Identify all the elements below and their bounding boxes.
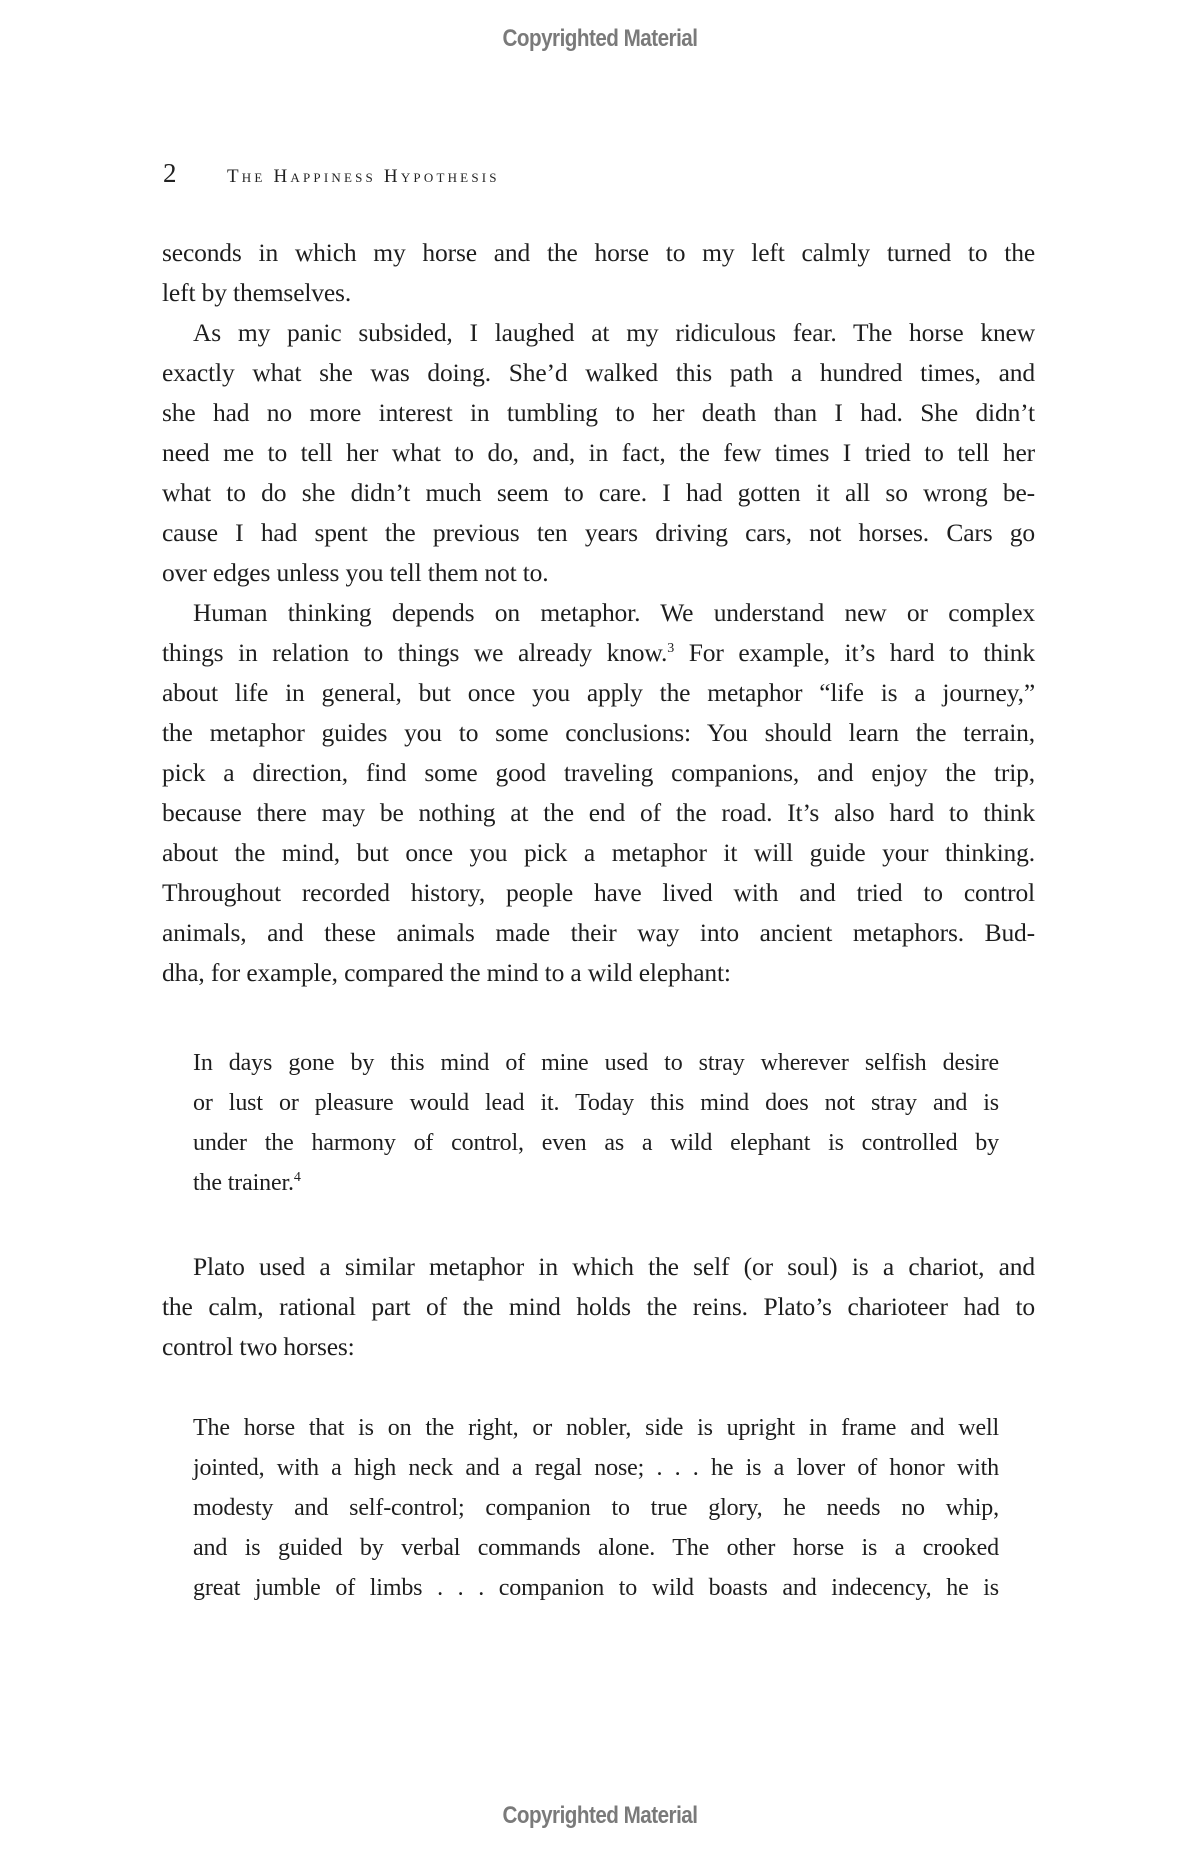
body-text-plato	[162, 1247, 1035, 1367]
running-head	[163, 158, 500, 194]
copyright-watermark-top: Copyrighted Material	[502, 25, 698, 52]
text-line: As my panic subsided, I laughed at my ridiculous fear. The horse knew	[193, 318, 1035, 347]
quote-line: modesty and self-control; companion to true glory, he needs no whip,	[193, 1495, 999, 1521]
quote-line: jointed, with a high neck and a regal nose; . . . he is a lover of honor with	[193, 1455, 999, 1481]
quote-line: and is guided by verbal commands alone. The other horse is a crooked	[193, 1535, 999, 1561]
body-text	[162, 233, 1035, 993]
text-fragment: things in relation to things we already know.	[162, 638, 668, 667]
text-line: about the mind, but once you pick a metaphor it will guide your thinking.	[162, 838, 1035, 867]
text-line: over edges unless you tell them not to.	[162, 558, 549, 587]
text-line: what to do she didn’t much seem to care. I had gotten it all so wrong be-	[162, 478, 1035, 507]
text-line: she had no more interest in tumbling to her death than I had. She didn’t	[162, 398, 1035, 427]
quote-line: The horse that is on the right, or nobler, side is upright in frame and well	[193, 1415, 999, 1441]
text-fragment: For example, it’s hard to think	[674, 638, 1035, 667]
block-quote-plato	[193, 1408, 999, 1608]
text-line: exactly what she was doing. She’d walked this path a hundred times, and	[162, 358, 1035, 387]
text-line: left by themselves.	[162, 278, 352, 307]
text-line: the metaphor guides you to some conclusions: You should learn the terrain,	[162, 718, 1035, 747]
block-quote-buddha	[193, 1043, 999, 1203]
text-line: need me to tell her what to do, and, in fact, the few times I tried to tell her	[162, 438, 1035, 467]
footnote-marker: 4	[293, 1170, 301, 1185]
text-line: Plato used a similar metaphor in which the self (or soul) is a chariot, and	[193, 1252, 1035, 1281]
page-number: 2	[163, 158, 177, 188]
quote-line: or lust or pleasure would lead it. Today this mind does not stray and is	[193, 1090, 999, 1116]
text-line: the calm, rational part of the mind holds the reins. Plato’s charioteer had to	[162, 1292, 1035, 1321]
text-line: Throughout recorded history, people have lived with and tried to control	[162, 878, 1035, 907]
quote-line-with-footnote	[193, 1163, 999, 1203]
text-line: about life in general, but once you apply the metaphor “life is a journey,”	[162, 678, 1035, 707]
text-line: Human thinking depends on metaphor. We understand new or complex	[193, 598, 1035, 627]
text-line: dha, for example, compared the mind to a wild elephant:	[162, 958, 731, 987]
quote-line: under the harmony of control, even as a wild elephant is controlled by	[193, 1130, 999, 1156]
book-title: The Happiness Hypothesis	[227, 166, 500, 187]
text-line: control two horses:	[162, 1332, 355, 1361]
text-line: because there may be nothing at the end of the road. It’s also hard to think	[162, 798, 1035, 827]
text-fragment: the trainer.	[193, 1170, 294, 1196]
footnote-marker: 3	[667, 641, 675, 656]
quote-line: In days gone by this mind of mine used to stray wherever selfish desire	[193, 1050, 999, 1076]
copyright-watermark-bottom: Copyrighted Material	[502, 1802, 698, 1829]
text-line: seconds in which my horse and the horse to my left calmly turned to the	[162, 238, 1035, 267]
text-line: cause I had spent the previous ten years driving cars, not horses. Cars go	[162, 518, 1035, 547]
text-line: animals, and these animals made their way into ancient metaphors. Bud-	[162, 918, 1035, 947]
quote-line: great jumble of limbs . . . companion to wild boasts and indecency, he is	[193, 1575, 999, 1601]
text-line-with-footnote	[162, 633, 1035, 673]
text-line: pick a direction, find some good traveling companions, and enjoy the trip,	[162, 758, 1035, 787]
